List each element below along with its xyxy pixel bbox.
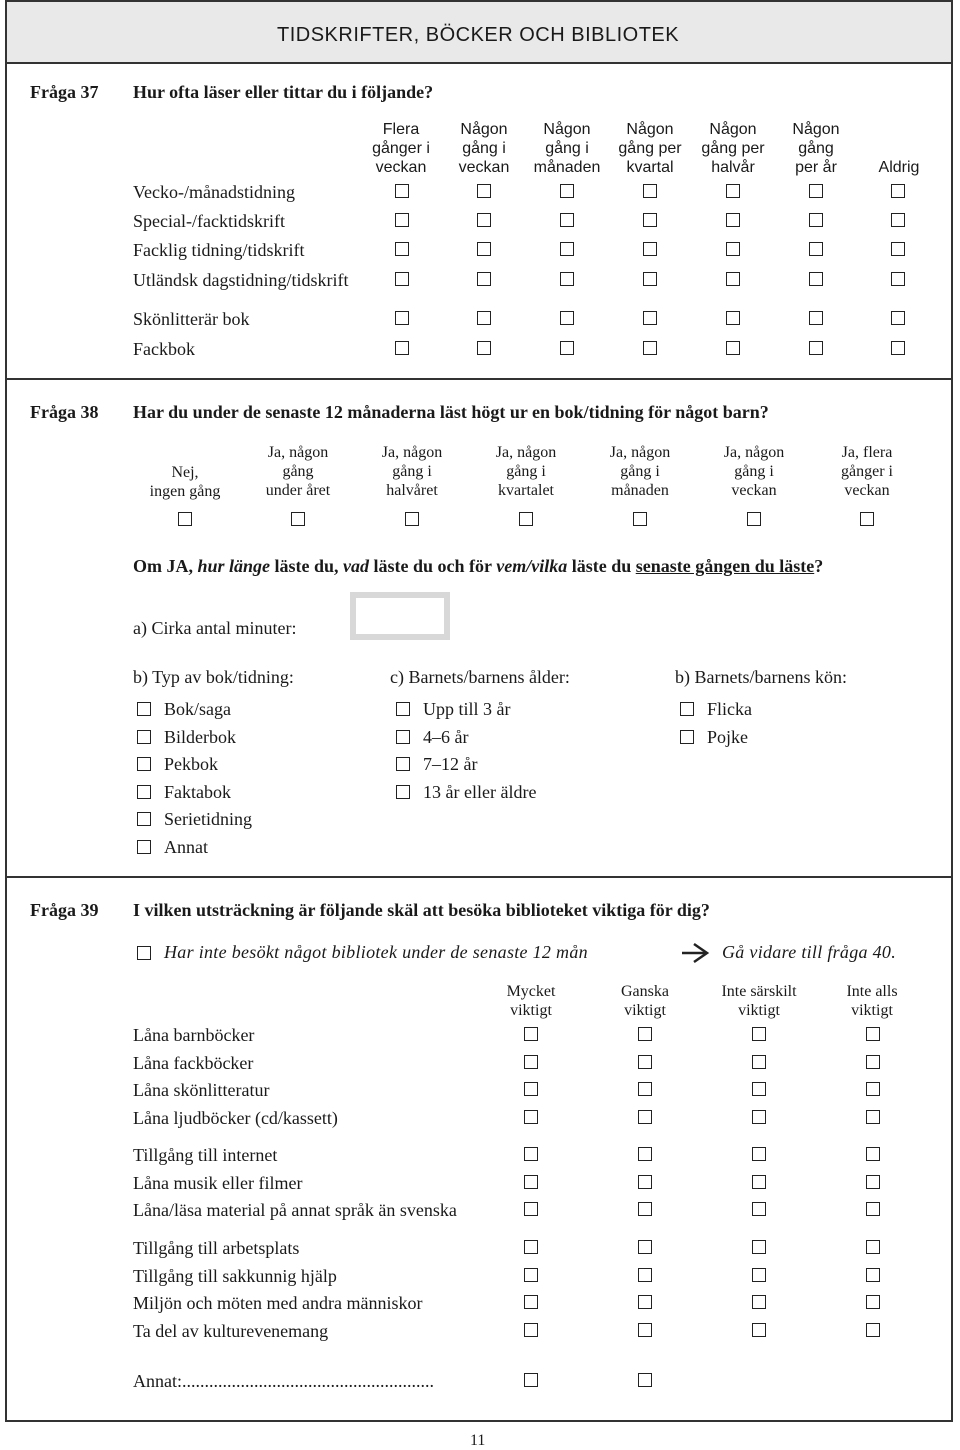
q39-checkbox[interactable] xyxy=(866,1082,880,1096)
q37-checkbox[interactable] xyxy=(643,311,657,325)
q38-option-1: Ja, någon gång under året xyxy=(265,444,331,499)
q38-checkbox-3[interactable] xyxy=(519,512,533,526)
q37-checkbox[interactable] xyxy=(395,311,409,325)
q39-checkbox[interactable] xyxy=(752,1027,766,1041)
age-option-label: Upp till 3 år xyxy=(423,699,511,719)
q39-row-label: Låna fackböcker xyxy=(133,1053,254,1073)
q37-checkbox[interactable] xyxy=(726,311,740,325)
q38-checkbox-4[interactable] xyxy=(633,512,647,526)
q39-checkbox[interactable] xyxy=(752,1147,766,1161)
q39-row-label: Ta del av kulturevenemang xyxy=(133,1321,329,1341)
q39-row-label: Låna musik eller filmer xyxy=(133,1173,303,1193)
q39-checkbox[interactable] xyxy=(752,1110,766,1124)
gender-checkbox[interactable] xyxy=(680,730,694,744)
type-option-label: Faktabok xyxy=(164,782,231,802)
q39-checkbox[interactable] xyxy=(524,1147,538,1161)
q39-checkbox[interactable] xyxy=(752,1055,766,1069)
q38-option-4: Ja, någon gång i månaden xyxy=(609,444,671,499)
q39-col-1: Ganska viktigt xyxy=(621,983,669,1019)
q38-option-5: Ja, någon gång i veckan xyxy=(723,444,785,499)
q38-followup: Om JA, hur länge läste du, vad läste du och för vem/vilka läste du senaste gången du läste? xyxy=(133,556,824,576)
q37-checkbox[interactable] xyxy=(891,311,905,325)
type-checkbox[interactable] xyxy=(137,757,151,771)
q39-row-label: Låna ljudböcker (cd/kassett) xyxy=(133,1108,338,1128)
q37-checkbox[interactable] xyxy=(809,311,823,325)
q37-checkbox[interactable] xyxy=(891,184,905,198)
q39-checkbox[interactable] xyxy=(524,1082,538,1096)
q37-checkbox[interactable] xyxy=(726,213,740,227)
age-option-label: 7–12 år xyxy=(423,754,478,774)
q37-checkbox[interactable] xyxy=(891,341,905,355)
q37-checkbox[interactable] xyxy=(726,272,740,286)
q39-checkbox[interactable] xyxy=(752,1082,766,1096)
type-checkbox[interactable] xyxy=(137,730,151,744)
q38-option-6: Ja, flera gånger i veckan xyxy=(841,444,893,499)
q38-question: Har du under de senaste 12 månaderna läst högt ur en bok/tidning för något barn? xyxy=(133,402,769,422)
q37-col-5: Någon gång per år xyxy=(792,121,840,176)
gender-title: b) Barnets/barnens kön: xyxy=(675,667,847,687)
q39-checkbox[interactable] xyxy=(638,1240,652,1254)
q37-checkbox[interactable] xyxy=(643,213,657,227)
q37-col-2: Någon gång i månaden xyxy=(533,121,601,176)
age-checkbox[interactable] xyxy=(396,730,410,744)
q37-row-label: Facklig tidning/tidskrift xyxy=(133,240,305,260)
q37-checkbox[interactable] xyxy=(477,311,491,325)
q39-checkbox[interactable] xyxy=(638,1268,652,1282)
q37-col-4: Någon gång per halvår xyxy=(701,121,765,176)
minutes-label: a) Cirka antal minuter: xyxy=(133,618,297,638)
q37-checkbox[interactable] xyxy=(395,341,409,355)
gender-checkbox[interactable] xyxy=(680,702,694,716)
q37-checkbox[interactable] xyxy=(809,242,823,256)
q39-checkbox[interactable] xyxy=(524,1110,538,1124)
q39-other-checkbox-0[interactable] xyxy=(524,1373,538,1387)
divider xyxy=(5,378,953,380)
q37-row-label: Fackbok xyxy=(133,339,195,359)
type-checkbox[interactable] xyxy=(137,840,151,854)
q37-checkbox[interactable] xyxy=(477,272,491,286)
divider xyxy=(5,876,953,878)
q38-checkbox-0[interactable] xyxy=(178,512,192,526)
q39-checkbox[interactable] xyxy=(866,1295,880,1309)
q39-checkbox[interactable] xyxy=(524,1055,538,1069)
q37-checkbox[interactable] xyxy=(560,184,574,198)
q39-col-3: Inte alls viktigt xyxy=(846,983,898,1019)
q38-checkbox-6[interactable] xyxy=(860,512,874,526)
q39-col-0: Mycket viktigt xyxy=(506,983,556,1019)
q39-row-label: Miljön och möten med andra människor xyxy=(133,1293,423,1313)
q39-checkbox[interactable] xyxy=(638,1027,652,1041)
q37-checkbox[interactable] xyxy=(395,272,409,286)
section-header xyxy=(5,0,953,64)
q37-col-3: Någon gång per kvartal xyxy=(618,121,682,176)
q39-checkbox[interactable] xyxy=(524,1323,538,1337)
q39-row-label: Tillgång till internet xyxy=(133,1145,278,1165)
q39-checkbox[interactable] xyxy=(638,1202,652,1216)
age-checkbox[interactable] xyxy=(396,785,410,799)
type-checkbox[interactable] xyxy=(137,812,151,826)
q37-checkbox[interactable] xyxy=(560,242,574,256)
type-checkbox[interactable] xyxy=(137,702,151,716)
q38-option-3: Ja, någon gång i kvartalet xyxy=(495,444,557,499)
q39-checkbox[interactable] xyxy=(866,1175,880,1189)
q37-checkbox[interactable] xyxy=(560,272,574,286)
q37-checkbox[interactable] xyxy=(809,272,823,286)
q39-checkbox[interactable] xyxy=(866,1202,880,1216)
q39-checkbox[interactable] xyxy=(752,1268,766,1282)
q38-option-2: Ja, någon gång i halvåret xyxy=(381,444,443,499)
q39-checkbox[interactable] xyxy=(866,1240,880,1254)
q37-checkbox[interactable] xyxy=(809,184,823,198)
q37-checkbox[interactable] xyxy=(395,242,409,256)
q39-checkbox[interactable] xyxy=(866,1147,880,1161)
q39-checkbox[interactable] xyxy=(752,1323,766,1337)
type-option-label: Serietidning xyxy=(164,809,252,829)
section-title: TIDSKRIFTER, BÖCKER OCH BIBLIOTEK xyxy=(277,24,680,46)
age-checkbox[interactable] xyxy=(396,702,410,716)
q38-checkbox-1[interactable] xyxy=(291,512,305,526)
q39-row-label: Tillgång till arbetsplats xyxy=(133,1238,300,1258)
type-option-label: Bok/saga xyxy=(164,699,231,719)
q37-checkbox[interactable] xyxy=(643,341,657,355)
q37-checkbox[interactable] xyxy=(643,184,657,198)
q37-row-label: Utländsk dagstidning/tidskrift xyxy=(133,270,349,290)
type-option-label: Annat xyxy=(164,837,208,857)
q39-checkbox[interactable] xyxy=(638,1110,652,1124)
age-option-label: 13 år eller äldre xyxy=(423,782,537,802)
q37-checkbox[interactable] xyxy=(726,184,740,198)
type-option-label: Bilderbok xyxy=(164,727,236,747)
q39-checkbox[interactable] xyxy=(524,1202,538,1216)
q39-col-2: Inte särskilt viktigt xyxy=(721,983,797,1019)
arrow-right-icon xyxy=(680,942,710,964)
age-title: c) Barnets/barnens ålder: xyxy=(390,667,570,687)
q39-checkbox[interactable] xyxy=(752,1295,766,1309)
q37-checkbox[interactable] xyxy=(891,272,905,286)
q37-question: Hur ofta läser eller tittar du i följande? xyxy=(133,82,434,102)
q39-checkbox[interactable] xyxy=(524,1027,538,1041)
q39-checkbox[interactable] xyxy=(524,1175,538,1189)
q39-checkbox[interactable] xyxy=(752,1240,766,1254)
q37-checkbox[interactable] xyxy=(891,213,905,227)
q39-checkbox[interactable] xyxy=(638,1323,652,1337)
q37-col-6: Aldrig xyxy=(878,159,920,176)
page-number: 11 xyxy=(470,1432,486,1449)
q39-checkbox[interactable] xyxy=(866,1323,880,1337)
age-option-label: 4–6 år xyxy=(423,727,469,747)
q39-checkbox[interactable] xyxy=(638,1055,652,1069)
q39-checkbox[interactable] xyxy=(866,1110,880,1124)
q39-skip-text: Har inte besökt något bibliotek under de senaste 12 mån xyxy=(164,942,588,962)
q39-checkbox[interactable] xyxy=(866,1268,880,1282)
type-option-label: Pekbok xyxy=(164,754,218,774)
type-title: b) Typ av bok/tidning: xyxy=(133,667,294,687)
q39-checkbox[interactable] xyxy=(638,1082,652,1096)
q39-other-label: Annat:........................................................ xyxy=(133,1371,434,1391)
q39-number: Fråga 39 xyxy=(30,900,99,920)
q38-option-0: Nej, ingen gång xyxy=(149,464,221,500)
q37-checkbox[interactable] xyxy=(809,213,823,227)
q39-skip-checkbox[interactable] xyxy=(137,946,151,960)
q37-number: Fråga 37 xyxy=(30,82,99,102)
q37-checkbox[interactable] xyxy=(477,184,491,198)
gender-option-label: Pojke xyxy=(707,727,749,747)
q37-checkbox[interactable] xyxy=(395,184,409,198)
q39-checkbox[interactable] xyxy=(638,1147,652,1161)
q37-checkbox[interactable] xyxy=(809,341,823,355)
type-checkbox[interactable] xyxy=(137,785,151,799)
q37-checkbox[interactable] xyxy=(726,242,740,256)
q37-checkbox[interactable] xyxy=(477,213,491,227)
q37-checkbox[interactable] xyxy=(395,213,409,227)
q39-checkbox[interactable] xyxy=(866,1055,880,1069)
q39-checkbox[interactable] xyxy=(866,1027,880,1041)
gender-option-label: Flicka xyxy=(707,699,752,719)
q39-checkbox[interactable] xyxy=(638,1175,652,1189)
q37-checkbox[interactable] xyxy=(560,213,574,227)
q37-checkbox[interactable] xyxy=(643,272,657,286)
q39-other-checkbox-1[interactable] xyxy=(638,1373,652,1387)
q37-checkbox[interactable] xyxy=(477,242,491,256)
q39-checkbox[interactable] xyxy=(752,1175,766,1189)
q39-row-label: Låna barnböcker xyxy=(133,1025,255,1045)
q38-checkbox-2[interactable] xyxy=(405,512,419,526)
q37-checkbox[interactable] xyxy=(643,242,657,256)
q39-checkbox[interactable] xyxy=(524,1295,538,1309)
q37-checkbox[interactable] xyxy=(891,242,905,256)
q37-col-1: Någon gång i veckan xyxy=(458,121,510,176)
q37-col-0: Flera gånger i veckan xyxy=(372,121,430,176)
q37-checkbox[interactable] xyxy=(560,311,574,325)
q39-question: I vilken utsträckning är följande skäl att besöka biblioteket viktiga för dig? xyxy=(133,900,710,920)
q39-checkbox[interactable] xyxy=(524,1240,538,1254)
minutes-input[interactable] xyxy=(350,592,450,640)
q37-row-label: Special-/facktidskrift xyxy=(133,211,285,231)
q39-row-label: Låna skönlitteratur xyxy=(133,1080,270,1100)
q37-checkbox[interactable] xyxy=(726,341,740,355)
q38-checkbox-5[interactable] xyxy=(747,512,761,526)
q37-row-label: Skönlitterär bok xyxy=(133,309,250,329)
q37-checkbox[interactable] xyxy=(560,341,574,355)
q37-checkbox[interactable] xyxy=(477,341,491,355)
q39-skip-goto: Gå vidare till fråga 40. xyxy=(722,942,897,962)
q38-number: Fråga 38 xyxy=(30,402,99,422)
q39-row-label: Tillgång till sakkunnig hjälp xyxy=(133,1266,337,1286)
age-checkbox[interactable] xyxy=(396,757,410,771)
q39-row-label: Låna/läsa material på annat språk än svenska xyxy=(133,1200,457,1220)
q39-checkbox[interactable] xyxy=(638,1295,652,1309)
q37-row-label: Vecko-/månadstidning xyxy=(133,182,295,202)
q39-checkbox[interactable] xyxy=(524,1268,538,1282)
q39-checkbox[interactable] xyxy=(752,1202,766,1216)
